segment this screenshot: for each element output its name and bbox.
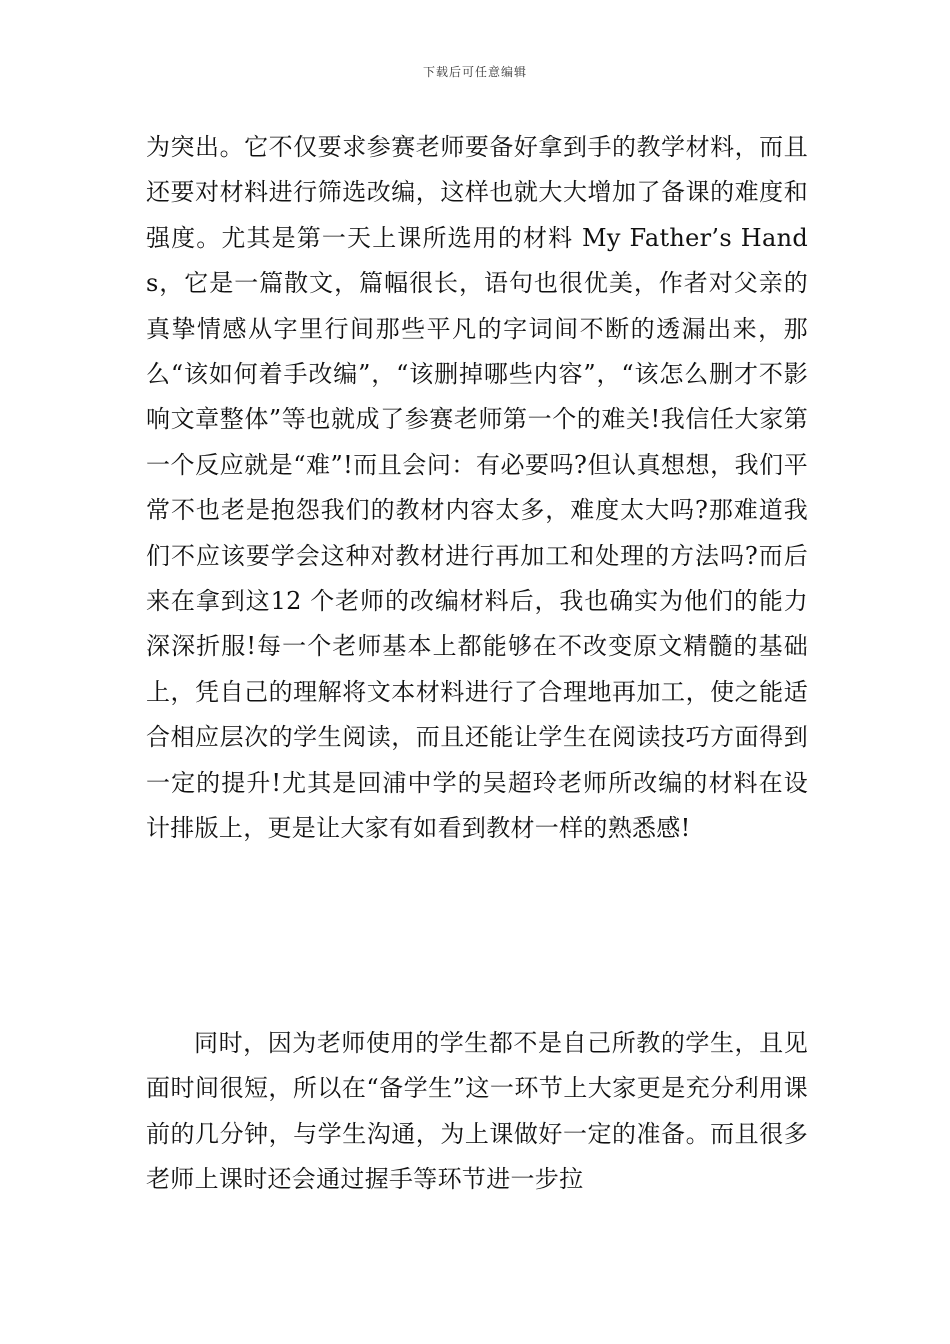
body-paragraph-1: 为突出。它不仅要求参赛老师要备好拿到手的教学材料，而且还要对材料进行筛选改编，这样也就大大增加了备课的难度和强度。尤其是第一天上课所选用的材料 My Father’s Hands，它是一篇散文，篇幅很长，语句也很优美，作者对父亲的真挚情感从字里行间那些平凡的字词间不断的透漏出来，那么“该如何着手改编”，“该删掉哪些内容”，“该怎么删才不影响文章整体”等也就成了参赛老师第一个的难关!我信任大家第一个反应就是“难”!而且会问：有必要吗?但认真想想，我们平常不也老是抱怨我们的教材内容太多，难度太大吗?那难道我们不应该要学会这种对教材进行再加工和处理的方法吗?而后来在拿到这12 个老师的改编材料后，我也确实为他们的能力深深折服!每一个老师基本上都能够在不改变原文精髓的基础上，凭自己的理解将文本材料进行了合理地再加工，使之能适合相应层次的学生阅读，而且还能让学生在阅读技巧方面得到一定的提升!尤其是回浦中学的吴超玲老师所改编的材料在设计排版上，更是让大家有如看到教材一样的熟悉感! <box>146 133 808 843</box>
page-header: 下载后可任意编辑 <box>422 65 527 79</box>
body-paragraph-2: 同时，因为老师使用的学生都不是自己所教的学生，且见面时间很短，所以在“备学生”这一环节上大家更是充分利用课前的几分钟，与学生沟通，为上课做好一定的准备。而且很多老师上课时还会通过握手等环节进一步拉 <box>146 1029 808 1194</box>
